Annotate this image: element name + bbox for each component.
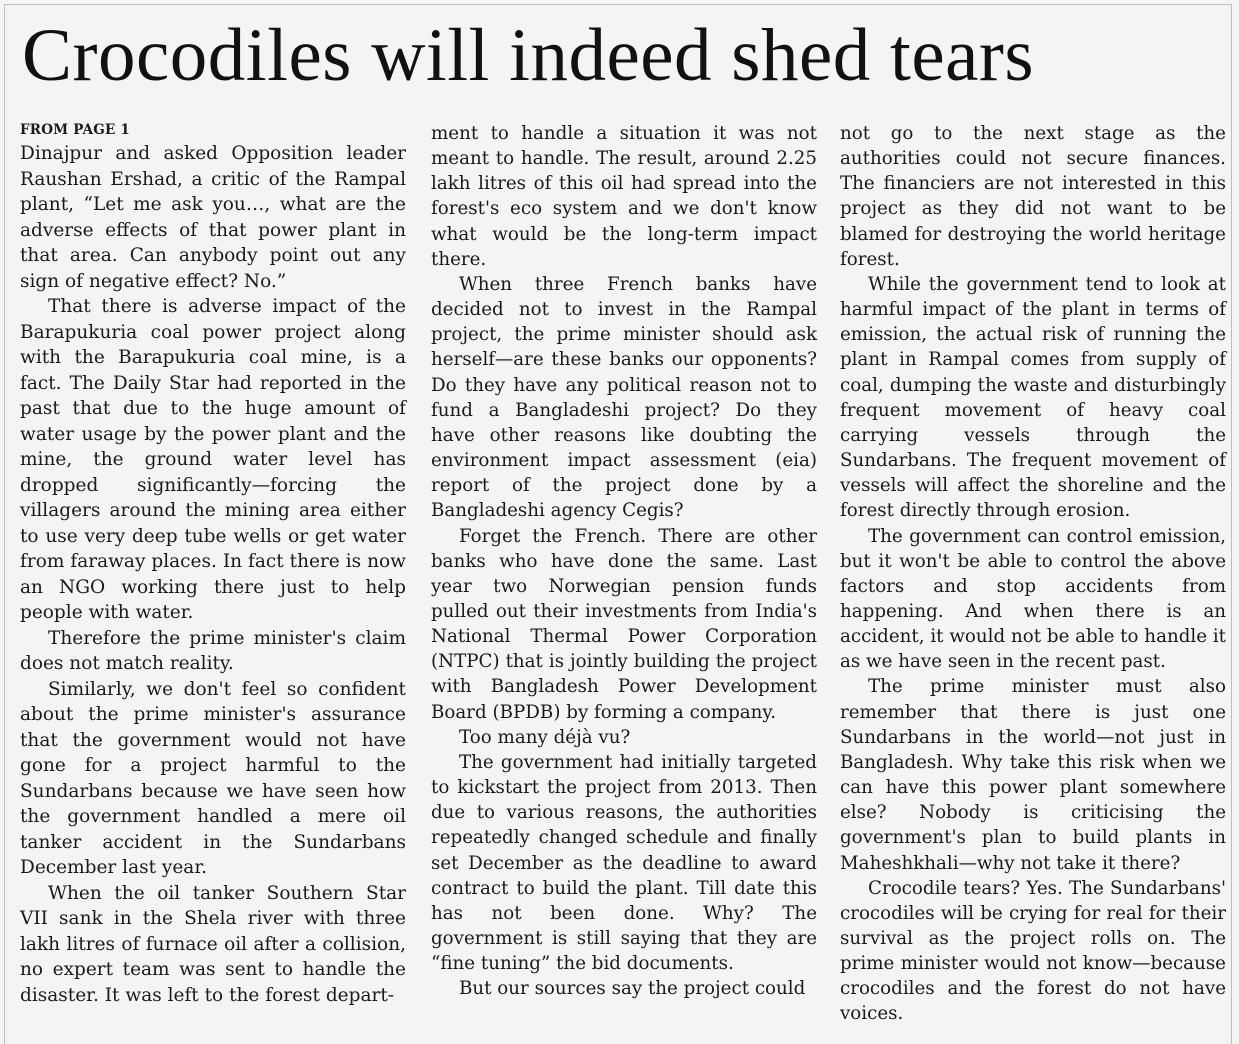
paragraph: Crocodile tears? Yes. The Sundarbans' crocodiles will be crying for real for their survival as the project rolls on. The prime minister would not know—because crocodiles and the forest do not have voices. [840,877,1226,1025]
paragraph: That there is adverse impact of the Barapukuria coal power project along with the Barapukuria coal mine, is a fact. The Daily Star had reported in the past that due to the huge amount of water usage by the power plant and the mine, the ground water level has dropped significantly—forcing the villagers around the mining area either to use very deep tube wells or get water from faraway places. In fact there is now an NGO working there just to help people with water. [20,296,406,623]
paragraph: The government can control emission, but it won't be able to control the above factors and stop accidents from happening. And when there is an accident, it would not be able to handle it as we have seen in the recent past. [840,525,1226,673]
paragraph: When the oil tanker Southern Star VII sank in the Shela river with three lakh litres of furnace oil after a collision, no expert team was sent to handle the disaster. It was left to the forest depart- [20,882,406,1006]
headline: Crocodiles will indeed shed tears [22,14,1035,97]
paragraph: not go to the next stage as the authorities could not secure finances. The financiers are not interested in this project as they did not want to be blamed for destroying the world heritage forest. [840,123,1226,270]
paragraph: While the government tend to look at harmful impact of the plant in terms of emission, the actual risk of running the plant in Rampal comes from supply of coal, dumping the waste and disturbingly frequent movement of heavy coal carrying vessels through the Sundarbans. The frequent movement of vessels will affect the shoreline and the forest directly through erosion. [840,273,1226,522]
paragraph: ment to handle a situation it was not meant to handle. The result, around 2.25 lakh litres of this oil had spread into the forest's eco system and we don't know what would be the long-term impact there. [431,123,817,270]
paragraph: Dinajpur and asked Opposition leader Raushan Ershad, a critic of the Rampal plant, “Let me ask you…, what are the adverse effects of that power plant in that area. Can anybody point out any sign of negative effect? No.” [20,143,406,292]
paragraph: But our sources say the project could [459,978,806,1000]
article-column-2 [431,121,817,1001]
paragraph: When three French banks have decided not to invest in the Rampal project, the prime minister should ask herself—are these banks our opponents? Do they have any political reason not to fund a Bangladeshi project? Do they have other reasons like doubting the environment impact assessment (eia) report of the project done by a Bangladeshi agency Cegis? [431,273,817,522]
paragraph: Forget the French. There are other banks who have done the same. Last year two Norwegian pension funds pulled out their investments from India's National Thermal Power Corporation (NTPC) that is jointly building the project with Bangladesh Power Development Board (BPDB) by forming a company. [431,525,817,723]
paragraph: The prime minister must also remember that there is just one Sundarbans in the world—not just in Bangladesh. Why take this risk when we can have this power plant somewhere else? Nobody is criticising the government's plan to build plants in Maheshkhali—why not take it there? [840,676,1226,874]
paragraph: Therefore the prime minister's claim does not match reality. [20,627,406,674]
article-column-1 [20,121,406,1008]
paragraph: The government had initially targeted to kickstart the project from 2013. Then due to various reasons, the authorities repeatedly changed schedule and finally set December as the deadline to award contract to build the plant. Till date this has not been done. Why? The government is still saying that they are “fine tuning” the bid documents. [431,751,817,975]
article-column-3 [840,121,1226,1027]
paragraph: Too many déjà vu? [459,726,631,748]
kicker: FROM PAGE 1 [20,122,130,138]
paragraph: Similarly, we don't feel so confident about the prime minister's assurance that the government would not have gone for a project harmful to the Sundarbans because we have seen how the government handled a mere oil tanker accident in the Sundarbans December last year. [20,678,406,878]
